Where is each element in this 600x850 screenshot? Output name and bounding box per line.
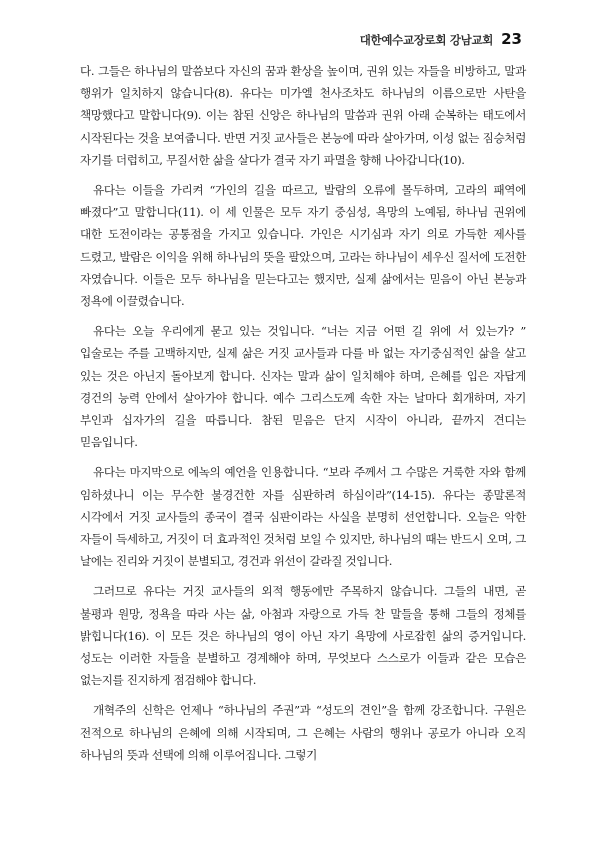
church-name: 대한예수교장로회 강남교회	[359, 33, 494, 47]
paragraph-1: 다. 그들은 하나님의 말씀보다 자신의 꿈과 환상을 높이며, 권위 있는 자들을 비방하고, 말과 행위가 일치하지 않습니다(8). 유다는 미가엘 천사조차도 하나님의 이름으로만 사탄을 책망했다고 말합니다(9). 이는 참된 신앙은 하나님의 말씀과 권위 아래 순복하는 태도에서 시작된다는 것을 보여줍니다. 반면 거짓 교사들은 본능에 따라 살아가며, 이성 없는 짐승처럼 자기를 더럽히고, 무질서한 삶을 살다가 결국 자기 파멸을 향해 나아갑니다(10).	[80, 64, 526, 167]
paragraph-2: 유다는 이들을 가리켜 “가인의 길을 따르고, 발람의 오류에 몰두하며, 고라의 패역에 빠졌다”고 말합니다(11). 이 세 인물은 모두 자기 중심성, 욕망의 노예됨, 하나님 권위에 대한 도전이라는 공통점을 가지고 있습니다. 가인은 시기심과 자기 의로 가득한 제사를 드렸고, 발람은 이익을 위해 하나님의 뜻을 팔았으며, 고라는 하나님이 세우신 질서에 도전한 자였습니다. 이들은 모두 하나님을 믿는다고는 했지만, 실제 삶에서는 믿음이 아닌 본능과 정욕에 이끌렸습니다.	[80, 183, 526, 309]
paragraph-3: 유다는 오늘 우리에게 묻고 있는 것입니다. “너는 지금 어떤 길 위에 서 있는가? ” 입술로는 주를 고백하지만, 실제 삶은 거짓 교사들과 다를 바 없는 자기중심적인 삶을 살고 있는 것은 아닌지 돌아보게 합니다. 신자는 말과 삶이 일치해야 하며, 은혜를 입은 자답게 경건의 능력 안에서 살아가야 합니다. 예수 그리스도께 속한 자는 날마다 회개하며, 자기 부인과 십자가의 길을 따릅니다. 참된 믿음은 단지 시작이 아니라, 끝까지 견디는 믿음입니다.	[80, 324, 526, 450]
paragraph-4: 유다는 마지막으로 에녹의 예언을 인용합니다. “보라 주께서 그 수많은 거룩한 자와 함께 임하셨나니 이는 무수한 불경건한 자를 심판하려 하심이라”(14-15). 유다는 종말론적 시각에서 거짓 교사들의 종국이 결국 심판이라는 사실을 분명히 선언합니다. 오늘은 악한 자들이 득세하고, 거짓이 더 효과적인 것처럼 보일 수 있지만, 하나님의 때는 반드시 오며, 그 날에는 진리와 거짓이 분별되고, 경건과 위선이 갈라질 것입니다.	[80, 465, 526, 569]
page-header	[360, 30, 522, 48]
page-body	[80, 60, 526, 774]
paragraph-6: 개혁주의 신학은 언제나 “하나님의 주권”과 “성도의 견인”을 함께 강조합니다. 구원은 전적으로 하나님의 은혜에 의해 시작되며, 그 은혜는 사람의 행위나 공로가 아니라 오직 하나님의 뜻과 선택에 의해 이루어집니다. 그렇기	[80, 703, 526, 762]
paragraph-5: 그러므로 유다는 거짓 교사들의 외적 행동에만 주목하지 않습니다. 그들의 내면, 곧 불평과 원망, 정욕을 따라 사는 삶, 아첨과 자랑으로 가득 찬 말들을 통해 그들의 정체를 밝힙니다(16). 이 모든 것은 하나님의 영이 아닌 자기 욕망에 사로잡힌 삶의 증거입니다. 성도는 이러한 자들을 분별하고 경계해야 하며, 무엇보다 스스로가 이들과 같은 모습은 없는지를 진지하게 점검해야 합니다.	[80, 584, 526, 688]
page-number: 23	[501, 30, 522, 48]
